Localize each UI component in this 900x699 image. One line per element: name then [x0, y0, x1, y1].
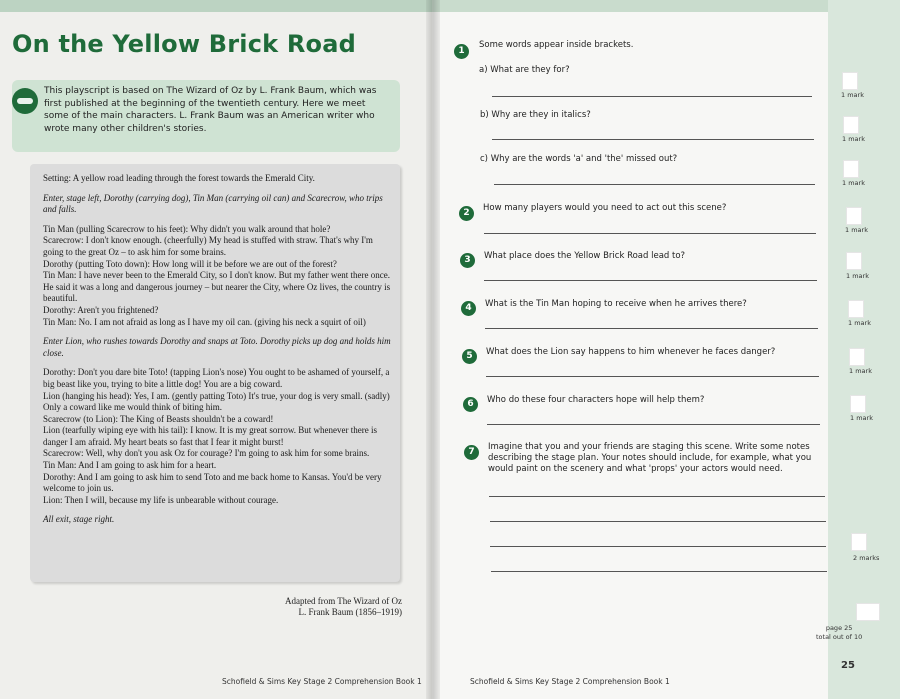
- mark-label: 1 mark: [849, 367, 872, 375]
- mark-box[interactable]: [850, 395, 866, 413]
- answer-line[interactable]: [492, 96, 812, 97]
- answer-line[interactable]: [490, 521, 826, 522]
- answer-line[interactable]: [487, 424, 820, 425]
- question-text: Imagine that you and your friends are staging this scene. Write some notes describing the stage plan. Your notes should include, for example, what you would paint on the scenery and what 'props' your actors would need.: [488, 442, 812, 474]
- question-number: 3: [460, 253, 475, 268]
- stage-direction: Enter Lion, who rushes towards Dorothy and snaps at Toto. Dorothy picks up dog and holds him close.: [43, 336, 391, 358]
- total-label: page 25 total out of 10: [816, 624, 863, 641]
- dialogue-line: Tin Man: I have never been to the Emerald City, so I don't know. But my father went there once. He said it was a long and dangerous journey – but nearer the City, where Oz lives, the country is beautiful.: [43, 270, 391, 304]
- setting-line: Setting: A yellow road leading through the forest towards the Emerald City.: [43, 173, 315, 183]
- mark-label: 2 marks: [853, 554, 880, 562]
- answer-line[interactable]: [489, 496, 825, 497]
- dialogue-line: Lion (tearfully wiping eye with his tail): I know. It is my great sorrow. But whenever there is danger I am afraid. My heart beats so fast that I fear it might burst!: [43, 425, 378, 447]
- answer-line[interactable]: [484, 233, 816, 234]
- dialogue-line: Tin Man: No. I am not afraid as long as I have my oil can. (giving his neck a squirt of oil): [43, 316, 366, 327]
- mark-box[interactable]: [846, 252, 862, 270]
- mark-box[interactable]: [842, 72, 858, 90]
- answer-line[interactable]: [494, 184, 815, 185]
- total-box[interactable]: [856, 603, 880, 621]
- mark-box[interactable]: [846, 207, 862, 225]
- mark-box[interactable]: [849, 348, 865, 366]
- question-number: 7: [464, 445, 479, 460]
- question-text: How many players would you need to act out this scene?: [483, 203, 727, 213]
- dialogue-line: Dorothy: Aren't you frightened?: [43, 304, 159, 315]
- dialogue-block-2: [43, 367, 395, 506]
- right-page: [432, 0, 900, 699]
- book-icon: [12, 88, 38, 114]
- mark-label: 1 mark: [842, 179, 865, 187]
- question-text: c) Why are the words 'a' and 'the' missed out?: [480, 154, 678, 164]
- mark-label: 1 mark: [850, 414, 873, 422]
- dialogue-block-1: [43, 224, 395, 328]
- answer-line[interactable]: [491, 571, 827, 572]
- dialogue-line: Tin Man: And I am going to ask him for a heart.: [43, 460, 217, 471]
- question-number: 4: [461, 301, 476, 316]
- dialogue-line: Dorothy: And I am going to ask him to send Toto and me back home to Kansas. You'd be very welcome to join us.: [43, 471, 382, 494]
- question-number: 1: [454, 44, 469, 59]
- dialogue-line: Dorothy (putting Toto down): How long will it be before we are out of the forest?: [43, 258, 337, 269]
- question-text: Some words appear inside brackets.: [479, 40, 634, 50]
- mark-label: 1 mark: [841, 91, 864, 99]
- question-text: b) Why are they in italics?: [480, 110, 591, 120]
- intro-text: This playscript is based on The Wizard of Oz by L. Frank Baum, which was first published at the beginning of the twentieth century. Here we meet some of the main characters. L. Frank Baum was an American writer who wrote many other children's stories.: [44, 86, 377, 134]
- left-page: [0, 0, 432, 699]
- question-number: 6: [463, 397, 478, 412]
- mark-box[interactable]: [843, 160, 859, 178]
- footer-text: Schofield & Sims Key Stage 2 Comprehension Book 1: [222, 677, 422, 686]
- stage-direction: All exit, stage right.: [43, 514, 115, 525]
- playscript: [43, 173, 395, 530]
- stage-direction: Enter, stage left, Dorothy (carrying dog), Tin Man (carrying oil can) and Scarecrow, who trips and falls.: [43, 192, 383, 215]
- question-text: What does the Lion say happens to him whenever he faces danger?: [486, 347, 776, 357]
- mark-box[interactable]: [848, 300, 864, 318]
- answer-line[interactable]: [484, 280, 817, 281]
- answer-line[interactable]: [485, 328, 818, 329]
- mark-label: 1 mark: [848, 319, 871, 327]
- mark-label: 1 mark: [842, 135, 865, 143]
- question-text: Who do these four characters hope will help them?: [487, 395, 705, 405]
- answer-line[interactable]: [486, 376, 819, 377]
- mark-label: 1 mark: [845, 226, 868, 234]
- dialogue-line: Tin Man (pulling Scarecrow to his feet): Why didn't you walk around that hole?: [43, 223, 331, 234]
- header-band: [0, 0, 432, 12]
- dialogue-line: Scarecrow (to Lion): The King of Beasts shouldn't be a coward!: [43, 413, 274, 424]
- question-text: What place does the Yellow Brick Road lead to?: [484, 251, 686, 261]
- dialogue-line: Scarecrow: I don't know enough. (cheerfully) My head is stuffed with straw. That's why I'm going to the great Oz – to ask him for some brains.: [43, 235, 373, 257]
- footer-text: Schofield & Sims Key Stage 2 Comprehension Book 1: [470, 677, 670, 686]
- question-number: 5: [462, 349, 477, 364]
- page-title: On the Yellow Brick Road: [12, 30, 356, 58]
- question-text: What is the Tin Man hoping to receive when he arrives there?: [485, 299, 747, 309]
- mark-label: 1 mark: [846, 272, 869, 280]
- source-credit: Adapted from The Wizard of Oz L. Frank Baum (1856–1919): [284, 596, 402, 617]
- book-spine: [426, 0, 440, 699]
- dialogue-line: Lion: Then I will, because my life is unbearable without courage.: [43, 494, 279, 505]
- mark-box[interactable]: [851, 533, 867, 551]
- dialogue-line: Dorothy: Don't you dare bite Toto! (tapping Lion's nose) You ought to be ashamed of yourself, a big beast like you, trying to bite a little dog! You are a big coward.: [43, 367, 390, 389]
- dialogue-line: Lion (hanging his head): Yes, I am. (gently patting Toto) It's true, your dog is very small. (sadly) Only a coward like me would think of biting him.: [43, 390, 390, 413]
- mark-box[interactable]: [843, 116, 859, 134]
- answer-line[interactable]: [492, 139, 814, 140]
- answer-line[interactable]: [490, 546, 826, 547]
- page-number: 25: [841, 660, 855, 671]
- question-text: a) What are they for?: [479, 65, 570, 75]
- question-number: 2: [459, 206, 474, 221]
- dialogue-line: Scarecrow: Well, why don't you ask Oz for courage? I'm going to ask him for some brains.: [43, 448, 370, 459]
